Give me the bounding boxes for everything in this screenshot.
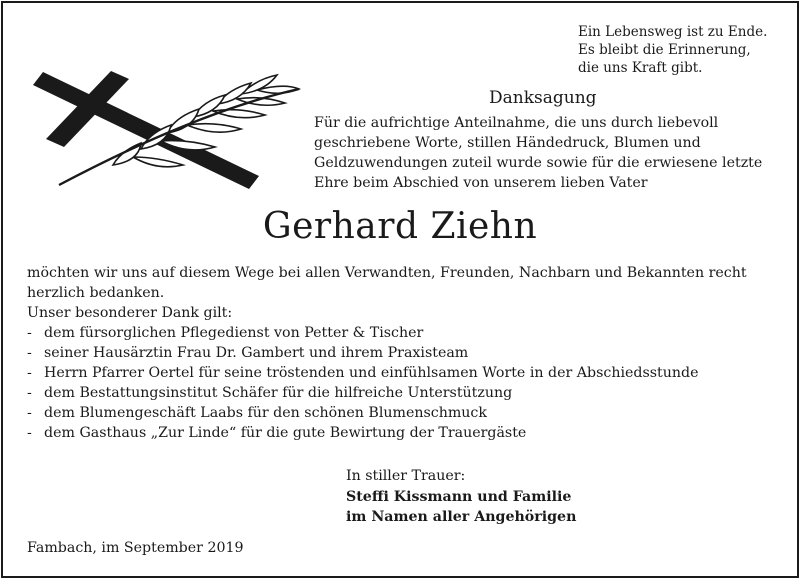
thanks-body — [27, 263, 747, 443]
intro-line: Ehre beim Abschied von unserem lieben Vater — [314, 175, 648, 191]
list-bullet: - — [27, 425, 32, 441]
signature-intro: In stiller Trauer: — [346, 468, 466, 484]
place-and-date: Fambach, im September 2019 — [27, 540, 244, 556]
list-item-text: Herrn Pfarrer Oertel für seine tröstenden und einfühlsamen Worte in der Abschiedsstunde — [44, 365, 699, 381]
list-item — [27, 343, 747, 363]
list-bullet: - — [27, 365, 32, 381]
list-item — [27, 423, 747, 443]
list-item — [27, 383, 747, 403]
motto-line: Ein Lebensweg ist zu Ende. — [578, 24, 768, 40]
intro-line: geschriebene Worte, stillen Händedruck, Blumen und — [314, 135, 701, 151]
body-line: Unser besonderer Dank gilt: — [27, 305, 233, 321]
list-item-text: dem fürsorglichen Pflegedienst von Petter & Tischer — [44, 325, 424, 341]
body-line: möchten wir uns auf diesem Wege bei allen Verwandten, Freunden, Nachbarn und Bekannten recht — [27, 265, 747, 281]
heading-danksagung: Danksagung — [489, 88, 597, 108]
motto-line: die uns Kraft gibt. — [578, 60, 703, 76]
list-bullet: - — [27, 325, 32, 341]
list-bullet: - — [27, 345, 32, 361]
signature-relatives: im Namen aller Angehörigen — [346, 509, 577, 525]
list-bullet: - — [27, 405, 32, 421]
intro-line: Geldzuwendungen zuteil wurde sowie für die erwiesene letzte — [314, 155, 763, 171]
list-item — [27, 363, 747, 383]
obituary-thank-you-notice — [1, 1, 799, 578]
list-bullet: - — [27, 385, 32, 401]
thanks-list — [27, 323, 747, 443]
list-item-text: dem Bestattungsinstitut Schäfer für die hilfreiche Unterstützung — [44, 385, 513, 401]
list-item-text: dem Gasthaus „Zur Linde“ für die gute Bewirtung der Trauergäste — [44, 425, 527, 441]
motto-line: Es bleibt die Erinnerung, — [578, 42, 751, 58]
intro-text — [314, 113, 762, 193]
list-item — [27, 403, 747, 423]
intro-line: Für die aufrichtige Anteilnahme, die uns durch liebevoll — [314, 115, 719, 131]
deceased-name: Gerhard Ziehn — [262, 206, 538, 247]
cross-with-palm-branch-icon — [29, 59, 301, 191]
motto — [578, 23, 767, 77]
signature-family: Steffi Kissmann und Familie — [346, 488, 572, 505]
list-item — [27, 323, 747, 343]
signature-block — [346, 466, 576, 528]
body-line: herzlich bedanken. — [27, 285, 165, 301]
list-item-text: dem Blumengeschäft Laabs für den schönen Blumenschmuck — [44, 405, 487, 421]
list-item-text: seiner Hausärztin Frau Dr. Gambert und ihrem Praxisteam — [44, 345, 469, 361]
